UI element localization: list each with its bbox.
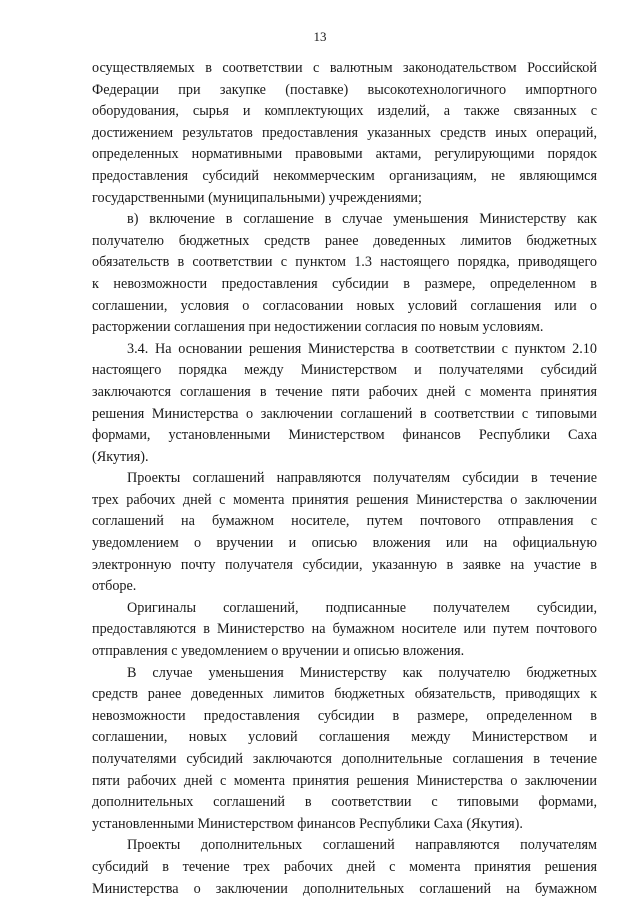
text-line: трех рабочих дней с момента принятия решения Министерства о заключении [92,491,597,508]
paragraph-p6 [92,663,597,836]
text-line: достижением результатов предоставления указанных средств иных операций, [92,124,597,141]
text-line: невозможности предоставления субсидии в размере, определенном в [92,707,597,724]
text-line: уведомлением о вручении и описью вложения или на официальную [92,535,597,552]
text-line: предоставления субсидий некоммерческим организациям, не являющимся [92,167,597,184]
text-line: Федерации при закупке (поставке) высокотехнологичного импортного [92,81,597,98]
text-line: получателю бюджетных средств ранее доведенных лимитов бюджетных [92,232,597,249]
text-line: определенных нормативными правовыми актами, регулирующими порядок [92,146,597,163]
text-line: осуществляемых в соответствии с валютным законодательством Российской [92,60,597,76]
text-line: обязательств в соответствии с пунктом 1.3 настоящего порядка, приводящего [92,254,597,271]
text-line: Проекты дополнительных соглашений направляются получателям [127,837,597,854]
text-line: оборудования, сырья и комплектующих изделий, а также связанных с [92,103,597,120]
text-line: В случае уменьшения Министерству как получателю бюджетных [127,664,597,681]
document-body [92,58,597,900]
text-line: получателями субсидий заключаются дополнительные соглашения в течение [92,751,597,767]
paragraph-p1 [92,58,597,209]
paragraph-p5 [92,598,597,663]
text-line: отправления с уведомлением о вручении и описью вложения. [92,643,465,660]
text-line: дополнительных соглашений в соответствии с типовыми формами, [92,794,597,811]
text-line: средств ранее доведенных лимитов бюджетных обязательств, приводящих к [92,686,597,703]
text-line: предоставляются в Министерство на бумажном носителе или путем почтового [92,621,597,638]
text-line: электронную почту получателя субсидии, указанную в заявке на участие в [92,556,597,573]
text-line: расторжении соглашения при недостижении согласия по новым условиям. [92,319,544,336]
paragraph-p7 [92,835,597,900]
paragraph-p4 [92,468,597,598]
text-line: государственными (муниципальными) учреждениями; [92,189,422,206]
text-line: к невозможности предоставления субсидии в размере, определенном в [92,275,597,292]
text-line: формами, установленными Министерством финансов Республики Саха [92,427,597,444]
paragraph-p2 [92,209,597,339]
paragraph-p3 [92,339,597,469]
text-line: Министерства о заключении дополнительных соглашений на бумажном [92,880,597,897]
text-line: соглашении, новых условий соглашения между Министерством и [92,729,597,746]
text-line: настоящего порядка между Министерством и получателями субсидий [92,362,597,379]
text-line: отборе. [92,578,137,595]
text-line: 3.4. На основании решения Министерства в соответствии с пунктом 2.10 [127,340,597,357]
text-line: в) включение в соглашение в случае уменьшения Министерству как [127,211,597,228]
text-line: Оригиналы соглашений, подписанные получателем субсидии, [127,599,597,616]
text-line: установленными Министерством финансов Республики Саха (Якутия). [92,815,523,832]
text-line: соглашении, условия о согласовании новых условий соглашения или о [92,297,597,314]
text-line: субсидий в течение трех рабочих дней с момента принятия решения [92,858,597,875]
text-line: пяти рабочих дней с момента принятия решения Министерства о заключении [92,772,597,789]
text-line: соглашений на бумажном носителе, путем почтового отправления с [92,513,597,530]
text-line: Проекты соглашений направляются получателям субсидии в течение [127,470,597,487]
text-line: (Якутия). [92,448,149,465]
text-line: заключаются соглашения в течение пяти рабочих дней с момента принятия [92,383,597,400]
page-number: 13 [313,29,327,44]
text-line: решения Министерства о заключении соглашений в соответствии с типовыми [92,405,597,422]
